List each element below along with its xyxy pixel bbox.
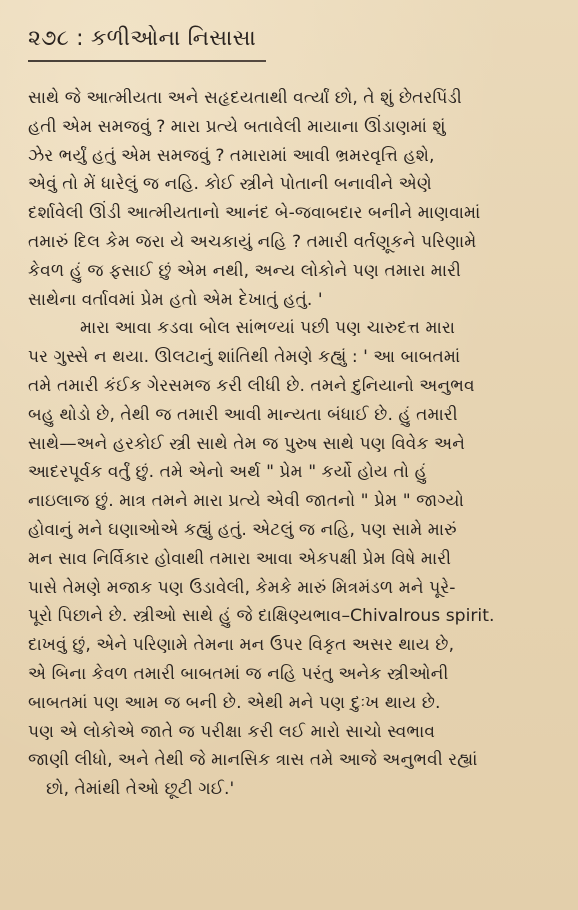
text-line: આદરપૂર્વક વર્તું છું. તમે એનો અર્થ " પ્રેમ " કર્યો હોય તો હું — [28, 462, 427, 483]
text-line: પર ગુસ્સે ન થયા. ઊલટાનું શાંતિથી તેમણે કહ્યું : ' આ બાબતમાં — [28, 347, 461, 368]
page-header — [28, 26, 558, 70]
text-line: તમારું દિલ કેમ જરા યે અચકાયું નહિ ? તમારી વર્તણૂકને પરિણામે — [28, 231, 477, 252]
text-line: એવું તો મેં ધારેલું જ નહિ. કોઈ સ્ત્રીને પોતાની બનાવીને એણે — [28, 174, 432, 195]
body-text — [28, 84, 560, 884]
text-line: સાથેના વર્તાવમાં પ્રેમ હતો એમ દેખાતું હતું. ' — [28, 289, 323, 310]
text-line: પાસે તેમણે મજાક પણ ઉડાવેલી, કેમકે મારું મિત્રમંડળ મને પૂરે- — [28, 577, 456, 598]
text-line: છો, તેમાંથી તેઓ છૂટી ગઈ.' — [46, 779, 235, 800]
text-line: મન સાવ નિર્વિકાર હોવાથી તમારા આવા એકપક્ષી પ્રેમ વિષે મારી — [28, 548, 452, 569]
text-line: ઝેર ભર્યું હતું એમ સમજવું ? તમારામાં આવી ભ્રમરવૃત્તિ હશે, — [28, 145, 435, 166]
text-line: સાથે—અને હરકોઈ સ્ત્રી સાથે તેમ જ પુરુષ સાથે પણ વિવેક અને — [28, 433, 466, 454]
header-underline — [28, 60, 266, 62]
text-line: મારા આવા કડવા બોલ સાંભળ્યાં પછી પણ ચારુદત્ત મારા — [80, 318, 455, 339]
text-line: એ બિના કેવળ તમારી બાબતમાં જ નહિ પરંતુ અનેક સ્ત્રીઓની — [28, 663, 449, 684]
text-line: દર્શાવેલી ઊંડી આત્મીયતાનો આનંદ બે-જવાબદાર બનીને માણવામાં — [28, 203, 481, 224]
text-line: જાણી લીધો, અને તેથી જે માનસિક ત્રાસ તમે આજે અનુભવી રહ્યાં — [28, 750, 478, 771]
text-line: તમે તમારી કંઈક ગેરસમજ કરી લીધી છે. તમને દુનિયાનો અનુભવ — [28, 375, 475, 396]
text-line: બહુ થોડો છે, તેથી જ તમારી આવી માન્યતા બંધાઈ છે. હું તમારી — [28, 404, 458, 425]
text-line: દાખવું છું, એને પરિણામે તેમના મન ઉપર વિકૃત અસર થાય છે, — [28, 635, 455, 656]
page-title: ૨૭૮ : કળીઓના નિસાસા — [28, 26, 257, 51]
text-line: પણ એ લોકોએ જાતે જ પરીક્ષા કરી લઈ મારો સાચો સ્વભાવ — [28, 721, 436, 742]
text-line: હતી એમ સમજવું ? મારા પ્રત્યે બતાવેલી માયાના ઊંડાણમાં શું — [28, 116, 446, 137]
text-line: નાઇલાજ છું. માત્ર તમને મારા પ્રત્યે એવી જાતનો " પ્રેમ " જાગ્યો — [28, 491, 464, 512]
text-line: હોવાનું મને ઘણાઓએ કહ્યું હતું. એટલું જ નહિ, પણ સામે મારું — [28, 519, 457, 540]
text-line: સાથે જે આત્મીયતા અને સહૃદયતાથી વર્ત્યાં છો, તે શું છેતરપિંડી — [28, 88, 462, 108]
text-line: પૂરો પિછાને છે. સ્ત્રીઓ સાથે હું જે દાક્ષિણ્યભાવ–Chivalrous spirit. — [28, 606, 495, 627]
text-line: બાબતમાં પણ આમ જ બની છે. એથી મને પણ દુઃખ થાય છે. — [28, 692, 441, 713]
text-line: કેવળ હું જ ફસાઈ છું એમ નથી, અન્ય લોકોને પણ તમારા મારી — [28, 260, 461, 281]
